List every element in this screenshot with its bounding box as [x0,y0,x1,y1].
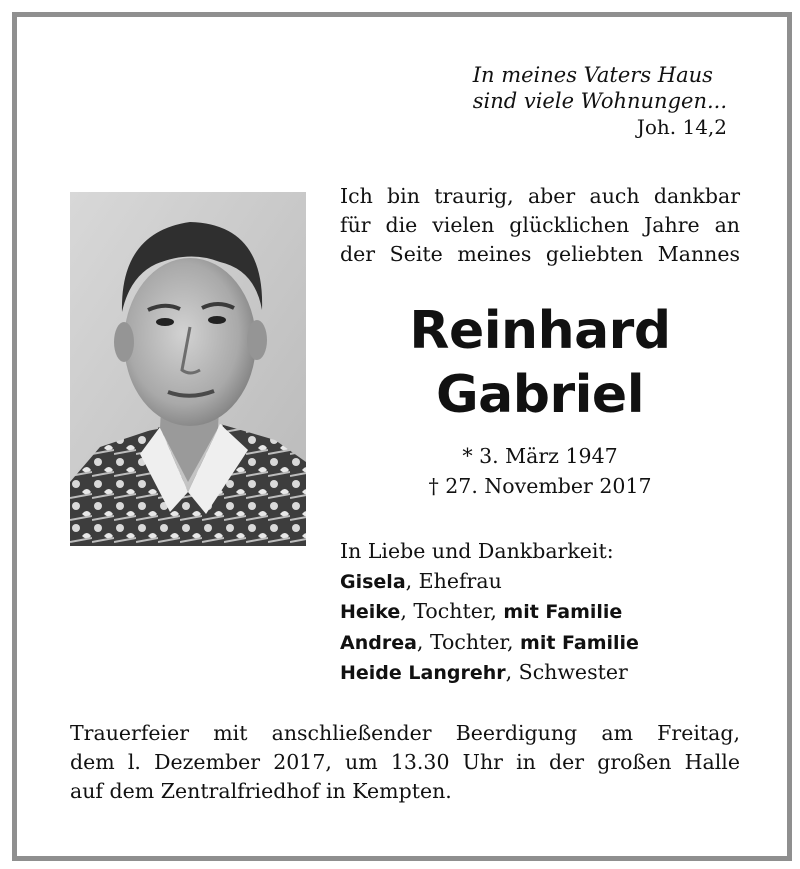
last-name: Gabriel [435,365,645,425]
family-member [340,628,760,659]
verse-line-1: In meines Vaters Haus [472,63,713,87]
service-line-1: Trauerfeier mit anschließender Beerdigung am Freitag, [70,721,740,745]
life-dates [340,441,740,501]
deceased-name [340,299,740,427]
family-heading: In Liebe und Dankbarkeit: [340,539,614,563]
intro-text [340,182,740,269]
member-name: Heike [340,601,401,623]
first-name: Reinhard [409,301,671,361]
intro-line-3: der Seite meines geliebten Mannes [340,242,740,266]
member-extra: mit Familie [503,601,623,623]
family-list [340,537,760,689]
family-member [340,567,760,598]
member-name: Heide Langrehr [340,662,506,684]
family-member [340,597,760,628]
verse-reference: Joh. 14,2 [636,115,727,139]
member-relation: , Schwester [505,660,628,684]
member-name: Andrea [340,631,417,654]
intro-line-2: für die vielen glücklichen Jahre an [340,213,740,237]
service-line-3: auf dem Zentralfriedhof in Kempten. [70,779,452,803]
death-date: † 27. November 2017 [428,474,652,498]
verse-line-2: sind viele Wohnungen... [472,89,727,113]
member-relation: , Tochter, [416,629,521,654]
member-relation: , Tochter, [400,599,504,623]
member-name: Gisela [340,570,406,593]
service-line-2: dem l. Dezember 2017, um 13.30 Uhr in der großen Halle [70,750,740,774]
obituary-frame [12,12,792,861]
birth-date: * 3. März 1947 [462,444,618,468]
funeral-service-info [70,719,740,806]
intro-line-1: Ich bin traurig, aber auch dankbar [340,184,740,208]
portrait-photo [70,192,306,546]
family-member [340,658,760,689]
member-relation: , Ehefrau [405,568,502,593]
bible-verse [473,62,727,140]
member-extra: mit Familie [520,631,639,654]
